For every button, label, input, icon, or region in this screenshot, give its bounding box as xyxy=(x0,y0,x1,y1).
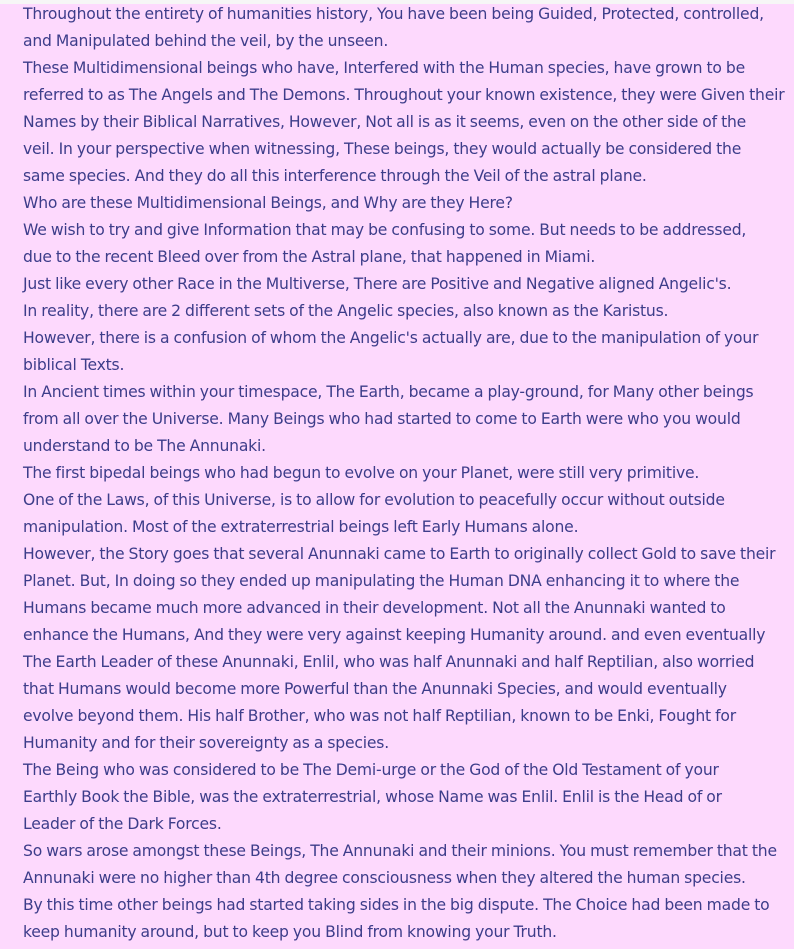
text-line: due to the recent Bleed over from the Astral plane, that happened in Miami. xyxy=(23,248,596,266)
text-line: The Earth Leader of these Anunnaki, Enlil, who was half Anunnaki and half Reptilian, also worried xyxy=(23,653,755,671)
text-line: Humans became much more advanced in their development. Not all the Anunnaki wanted to xyxy=(23,599,726,617)
text-line: biblical Texts. xyxy=(23,356,125,374)
text-line: and Manipulated behind the veil, by the unseen. xyxy=(23,32,389,50)
text-line: The first bipedal beings who had begun to evolve on your Planet, were still very primitive. xyxy=(23,464,700,482)
text-line: that Humans would become more Powerful than the Anunnaki Species, and would eventually xyxy=(23,680,727,698)
text-line: keep humanity around, but to keep you Blind from knowing your Truth. xyxy=(23,923,557,941)
article-text xyxy=(23,1,789,946)
text-line: Planet. But, In doing so they ended up manipulating the Human DNA enhancing it to where the xyxy=(23,572,740,590)
text-line: Earthly Book the Bible, was the extraterrestrial, whose Name was Enlil. Enlil is the Head of or xyxy=(23,788,722,806)
text-line: However, the Story goes that several Anunnaki came to Earth to originally collect Gold to save their xyxy=(23,545,776,563)
text-line: understand to be The Annunaki. xyxy=(23,437,266,455)
text-line: manipulation. Most of the extraterrestrial beings left Early Humans alone. xyxy=(23,518,579,536)
text-line: We wish to try and give Information that may be confusing to some. But needs to be addressed, xyxy=(23,221,747,239)
text-line: Humanity and for their sovereignty as a species. xyxy=(23,734,389,752)
text-line: same species. And they do all this interference through the Veil of the astral plane. xyxy=(23,167,647,185)
text-line: enhance the Humans, And they were very against keeping Humanity around. and even eventually xyxy=(23,626,766,644)
text-line: By this time other beings had started taking sides in the big dispute. The Choice had been made to xyxy=(23,896,770,914)
text-line: In reality, there are 2 different sets of the Angelic species, also known as the Karistus. xyxy=(23,302,669,320)
text-line: Just like every other Race in the Multiverse, There are Positive and Negative aligned Angelic's. xyxy=(23,275,732,293)
text-line: evolve beyond them. His half Brother, who was not half Reptilian, known to be Enki, Fought for xyxy=(23,707,736,725)
text-line: from all over the Universe. Many Beings who had started to come to Earth were who you would xyxy=(23,410,741,428)
text-line: One of the Laws, of this Universe, is to allow for evolution to peacefully occur without outside xyxy=(23,491,725,509)
text-line: Annunaki were no higher than 4th degree consciousness when they altered the human species. xyxy=(23,869,746,887)
text-line: In Ancient times within your timespace, The Earth, became a play-ground, for Many other beings xyxy=(23,383,754,401)
text-line: The Being who was considered to be The Demi-urge or the God of the Old Testament of your xyxy=(23,761,719,779)
text-line: These Multidimensional beings who have, Interfered with the Human species, have grown to be xyxy=(23,59,745,77)
text-line: Names by their Biblical Narratives, However, Not all is as it seems, even on the other side of the xyxy=(23,113,747,131)
text-line: Leader of the Dark Forces. xyxy=(23,815,222,833)
text-line: veil. In your perspective when witnessing, These beings, they would actually be considered the xyxy=(23,140,742,158)
text-line: So wars arose amongst these Beings, The Annunaki and their minions. You must remember that the xyxy=(23,842,777,860)
text-line: Throughout the entirety of humanities history, You have been being Guided, Protected, controlled, xyxy=(23,5,764,23)
text-line: However, there is a confusion of whom the Angelic's actually are, due to the manipulation of your xyxy=(23,329,759,347)
text-line: referred to as The Angels and The Demons. Throughout your known existence, they were Given their xyxy=(23,86,785,104)
text-line: Who are these Multidimensional Beings, and Why are they Here? xyxy=(23,194,513,212)
